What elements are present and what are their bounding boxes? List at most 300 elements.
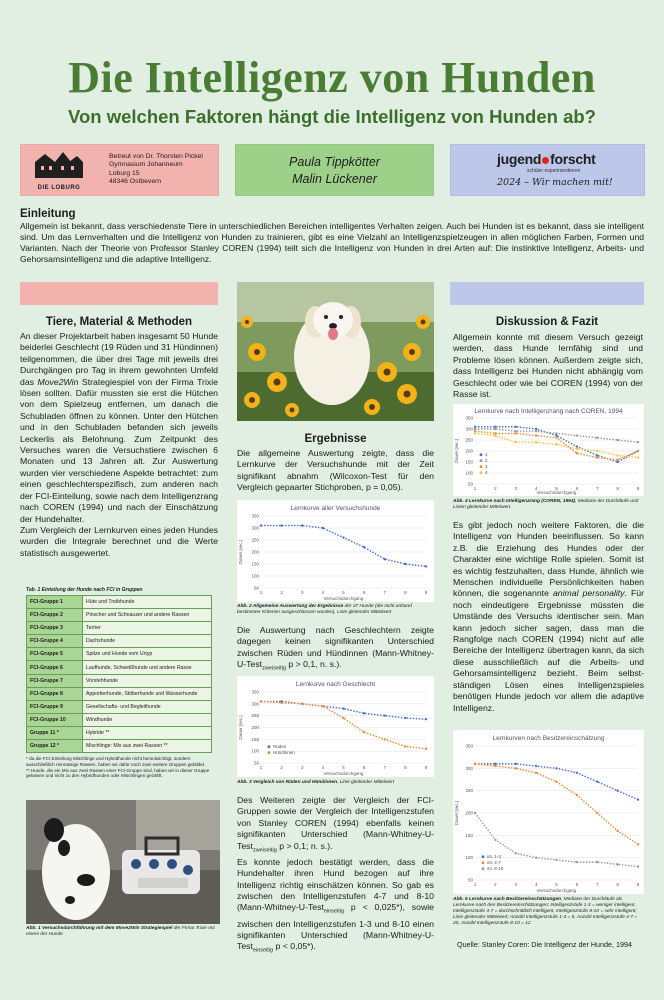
data-point	[425, 565, 427, 567]
data-point	[555, 434, 557, 436]
results-p2-sub: zweiseitig	[262, 665, 286, 672]
x-tick-label: 7	[595, 882, 599, 887]
legend-marker	[268, 751, 271, 754]
brand-sub: schüler experimentieren	[527, 168, 581, 174]
footnote: * da die FCI Einteilung Mischlinge und Hybridhunde nicht berücksichtigt, sondern ausschließlich reinrassige Rassen, haben wir dafür noch zwei weitere Gruppen gebildet.	[26, 756, 206, 767]
y-tick-label: 300	[251, 701, 259, 707]
fci-table-row	[27, 687, 212, 700]
chart-all-dogs	[237, 500, 434, 602]
school-line: Betreut von Dr. Thorsten Pickel	[109, 153, 203, 160]
x-tick-label: 3	[300, 765, 304, 770]
x-tick-label: 6	[362, 765, 366, 770]
data-point	[576, 448, 578, 450]
fci-table-row	[27, 596, 212, 609]
school-address	[109, 153, 203, 187]
x-tick-label: 9	[636, 882, 640, 887]
discussion-bar	[450, 282, 644, 305]
data-point	[637, 865, 639, 867]
poster-title: Die Intelligenz von Hunden	[68, 53, 596, 102]
y-tick-label: 300	[251, 525, 259, 531]
fci-description-cell: Terrier	[83, 622, 212, 635]
data-point	[494, 765, 496, 767]
data-point	[322, 527, 324, 529]
y-tick-label: 50	[253, 760, 259, 766]
chart-coren-rank	[453, 404, 644, 496]
chart-coren-rank-svg	[453, 404, 644, 496]
fig2-caption-rest: der 37 Hunde (die nicht anhand bestimmter Kriterien ausgeschlossen wurden), Linie gleitender Mittelwert	[237, 604, 412, 615]
fci-group-cell: FCI-Gruppe 1	[27, 596, 83, 609]
data-point	[637, 456, 639, 458]
data-point	[363, 712, 365, 714]
jugend-forscht-logo	[497, 151, 595, 167]
fci-table-row	[27, 713, 212, 726]
x-tick-label: 1	[473, 882, 477, 887]
fci-description-cell: Laufhunde, Schweißhunde und andere Rasse	[83, 661, 212, 674]
fci-description-cell: Vorstehhunde	[83, 674, 212, 687]
chart-title: Lernkurve nach Intelligenzrang nach COREN, 1994	[474, 408, 623, 415]
results-p4-sub2: einseitig	[252, 948, 274, 955]
fig3-caption-bold: Abb. 3 Vergleich von Rüden und Hündinnen	[237, 780, 338, 785]
school-box	[20, 144, 219, 196]
methods-p2: Zum Vergleich der Lernkurven eines jeden Hundes wurden die Integrale berechnet und die Werte statistisch ausgewertet.	[20, 524, 218, 558]
chart-owner-estimate	[453, 730, 644, 894]
fci-group-cell: FCI-Gruppe 4	[27, 635, 83, 648]
data-point	[404, 717, 406, 719]
y-tick-label: 150	[465, 832, 473, 838]
fig4-caption	[453, 499, 644, 511]
x-tick-label: 4	[321, 765, 325, 770]
x-tick-label: 1	[473, 486, 477, 491]
legend-label: 3	[485, 464, 488, 469]
data-point	[322, 705, 324, 707]
y-tick-label: 200	[465, 448, 473, 454]
fci-description-cell: Gesellschafts- und Begleithunde	[83, 700, 212, 713]
data-point	[555, 437, 557, 439]
fig2-caption-bold: Abb. 2 Allgemeine Auswertung der Ergebnisse	[237, 604, 344, 609]
data-point	[363, 546, 365, 548]
fig2-caption	[237, 604, 434, 616]
fci-group-cell: FCI-Gruppe 7	[27, 674, 83, 687]
data-point	[616, 461, 618, 463]
x-tick-label: 8	[616, 882, 619, 887]
data-point	[637, 450, 639, 452]
data-point	[535, 856, 537, 858]
results-p3-end: p > 0,1; n. s.).	[276, 840, 333, 851]
fci-description-cell: Spitze und Hunde vom Urtyp	[83, 648, 212, 661]
legend-label: Hündinnen	[273, 750, 295, 755]
x-tick-label: 1	[259, 590, 263, 595]
methods-text	[20, 331, 218, 559]
fci-group-cell: FCI-Gruppe 2	[27, 609, 83, 622]
x-tick-label: 2	[280, 590, 283, 595]
discussion-p2a: Es gibt jedoch noch weitere Faktoren, die die Intelligenz von Hunden beeinflussen. So kann z.B. die Erziehung des Hundes oder der Charakter eine wichtige Rolle spielen. Somit ist es wichtig festzuhalten, dass Hunde, ähnlich wie Menschen individuelle Persönlichkeiten haben können, die sogenannte	[453, 520, 644, 599]
discussion-p2-italic: animal personality	[552, 588, 625, 599]
results-p4c: p < 0,05*).	[273, 941, 316, 952]
data-point	[576, 434, 578, 436]
x-tick-label: 7	[383, 765, 387, 770]
data-point	[596, 437, 598, 439]
y-tick-label: 350	[465, 415, 473, 421]
x-tick-label: 3	[300, 590, 304, 595]
photo-golden-retriever	[237, 282, 434, 421]
results-p3-sub: zweiseitig	[252, 847, 277, 854]
source-line: Quelle: Stanley Coren: Die Intelligenz der Hunde, 1994	[457, 940, 633, 949]
data-point	[474, 426, 476, 428]
chart-owner-estimate-svg	[453, 730, 644, 894]
x-axis-label: Versuchsdurchgang	[323, 596, 364, 601]
discussion-p1: Allgemein konnte mit diesem Versuch gezeigt werden, dass Hunde lernfähig sind und Probleme lösen können. Außerdem zeigte sich, dass Intelligenz bei Hunden nicht abhängig vom Geschlecht oder wie bei COREN (1994) von der Rasse ist.	[453, 332, 643, 400]
fig3-caption	[237, 780, 434, 786]
data-point	[616, 830, 618, 832]
data-point	[515, 767, 517, 769]
table-footnotes	[26, 756, 216, 779]
x-tick-label: 2	[494, 486, 497, 491]
chart-title: Lernkurve nach Geschlecht	[295, 681, 376, 688]
x-tick-label: 6	[362, 590, 366, 595]
fci-table-wrap	[26, 595, 212, 753]
legend-marker	[480, 453, 483, 456]
discussion-p2c: . Für noch eindeutigere Ergebnisse müssten die Umstände des Versuchs identischer sein. Man kann jedoch sicher sagen, dass man die Rangfolge nach COREN (1994) nicht auf alle Bereiche der Intelligenz übertragen kann, da sich diese ausschließlich auf die Arbeits- und Gehorsamsintelligenz bezieht. Beim selbst-ständigen Lösen eines Intelligenzspieles benötigen Hunde jedoch vor allem die adaptive Intelligenz.	[453, 588, 644, 713]
legend-marker	[482, 855, 485, 858]
y-tick-label: 50	[253, 585, 259, 591]
data-point	[301, 524, 303, 526]
y-axis-label: Dauer [sec.]	[454, 438, 459, 464]
data-point	[535, 765, 537, 767]
data-point	[535, 772, 537, 774]
fci-group-cell: FCI-Gruppe 5	[27, 648, 83, 661]
chart-title: Lernkurven nach Besitzereinschätzung	[492, 735, 605, 742]
results-p4a: Es konnte jedoch bestätigt werden, dass die Hundehalter ihren Hund bezogen auf ihre Intelligenz richtig einschätzen können. So gab es zwischen den Intelligenzstufen 4-7 und 8-10 (Mann-Whitney-U-Test	[237, 856, 434, 913]
data-point	[474, 430, 476, 432]
y-tick-label: 350	[465, 743, 473, 749]
data-point	[342, 717, 344, 719]
series-line-int47	[475, 764, 638, 844]
y-axis-label: Dauer [sec.]	[238, 715, 243, 740]
data-point	[596, 454, 598, 456]
y-tick-label: 100	[465, 855, 473, 861]
fig4-caption-bold: Abb. 4 Lernkurve nach Intelligenzrang (COREN, 1994)	[453, 499, 576, 504]
data-point	[260, 700, 262, 702]
data-point	[301, 703, 303, 705]
footnote: ** Hunde, die ein Mix aus zwei Rassen einer FCI-Gruppe sind, haben wir in dieser Gruppe gelassen und nicht zu den Hybridhunden oder Mischlingen gezählt.	[26, 767, 210, 779]
fci-group-cell: Gruppe 12 *	[27, 740, 83, 753]
fci-table-row	[27, 622, 212, 635]
data-point	[494, 426, 496, 428]
x-tick-label: 4	[534, 486, 538, 491]
author-name: Malin Lückener	[292, 172, 377, 186]
school-line: Loburg 15	[109, 169, 140, 177]
data-point	[637, 798, 639, 800]
chart-all-dogs-svg	[237, 500, 434, 602]
data-point	[555, 767, 557, 769]
legend-label: int. 8-10	[487, 866, 504, 871]
results-p1: Die allgemeine Auswertung zeigte, dass die Lernkurve der Versuchshunde mit der Zeit signifikant abnahm (Wilcoxon-Test für den Vergleich gepaarter Stichproben, p = 0,05).	[237, 448, 434, 493]
fci-group-cell: FCI-Gruppe 6	[27, 661, 83, 674]
x-tick-label: 9	[424, 765, 428, 770]
chart-gender	[237, 676, 434, 777]
y-tick-label: 150	[251, 736, 259, 742]
data-point	[384, 558, 386, 560]
table-caption: Tab. 1 Einteilung der Hunde nach FCI in Gruppen	[26, 587, 143, 593]
data-point	[515, 426, 517, 428]
x-axis-label: Versuchsdurchgang	[536, 888, 577, 893]
y-tick-label: 250	[251, 713, 259, 719]
y-tick-label: 50	[467, 877, 473, 883]
legend-marker	[480, 471, 483, 474]
data-point	[616, 789, 618, 791]
data-point	[425, 748, 427, 750]
data-point	[474, 812, 476, 814]
data-point	[637, 843, 639, 845]
data-point	[425, 718, 427, 720]
y-tick-label: 350	[251, 513, 259, 519]
brand-dot	[542, 157, 549, 164]
fci-table	[26, 595, 212, 753]
results-p2	[237, 625, 434, 675]
y-tick-label: 100	[251, 748, 259, 754]
x-tick-label: 5	[555, 882, 558, 887]
x-tick-label: 6	[575, 882, 579, 887]
data-point	[515, 432, 517, 434]
data-point	[555, 443, 557, 445]
y-tick-label: 150	[465, 459, 473, 465]
sponsor-box	[450, 144, 645, 196]
data-point	[637, 441, 639, 443]
data-point	[576, 445, 578, 447]
x-tick-label: 2	[494, 882, 497, 887]
fig1-caption	[26, 926, 220, 938]
fci-description-cell: Dachshunde	[83, 635, 212, 648]
x-tick-label: 3	[514, 882, 518, 887]
poster-subtitle: Von welchen Faktoren hängt die Intelligenz von Hunden ab?	[68, 106, 596, 127]
discussion-p2	[453, 520, 644, 714]
data-point	[576, 772, 578, 774]
fci-group-cell: Gruppe 11 *	[27, 726, 83, 739]
y-axis-label: Dauer [sec.]	[454, 800, 459, 826]
results-p3-text: Des Weiteren zeigte der Vergleich der FCI-Gruppen sowie der Vergleich der Intelligenzstufen von Stanley COREN (1994) ebenfalls keinen signifikanten Unterschied (Mann-Whitney-U-Test	[237, 795, 434, 851]
x-tick-label: 3	[514, 486, 518, 491]
data-point	[280, 701, 282, 703]
school-line: Gymnasium Johanneum	[109, 161, 183, 169]
brand-right: forscht	[550, 151, 596, 167]
legend-marker	[480, 465, 483, 468]
data-point	[342, 707, 344, 709]
x-tick-label: 7	[595, 486, 599, 491]
legend-label: int. 1-3	[487, 854, 501, 859]
y-tick-label: 200	[465, 810, 473, 816]
methods-p1c: Strategiespiel von der Firma Trixie lösen sollten. Dafür mussten sie erst die Hütchen von dem Spielzeug entfernen, um danach die Schubladen öffnen zu können. Unter den Hütchen und in den Schubladen befanden sich jeweils Leckerlis als Belohnung. Zum Zeitpunkt des Versuches waren die Versuchstiere zwischen 6 Monaten und 13 Jahren alt. Zur Auswertung wurden vier verschiedene Aspekte betrachtet: zum einen geschlechterspezifisch, zum anderen nach der FCI-Einteilung, sowie nach dem Intelligenzrang nach COREN (1994) und nach der Einschätzung der Hundehalter.	[20, 376, 218, 524]
x-axis-label: Versuchsdurchgang	[323, 771, 364, 776]
y-tick-label: 300	[465, 426, 473, 432]
fci-description-cell: Pinscher und Schnauzer und andere Rassen	[83, 609, 212, 622]
fci-description-cell: Apportierhunde, Stöberhunde und Wasserhunde	[83, 687, 212, 700]
results-p4	[237, 857, 434, 958]
data-point	[515, 441, 517, 443]
fig5-caption-bold: Abb. 5 Lernkurve nach Besitzereinschätzungen	[453, 897, 561, 902]
series-line-Median	[261, 526, 426, 567]
data-point	[616, 439, 618, 441]
legend-marker	[482, 867, 485, 870]
data-point	[494, 763, 496, 765]
data-point	[474, 432, 476, 434]
data-point	[494, 428, 496, 430]
results-p3	[237, 795, 434, 957]
fci-table-row	[27, 674, 212, 687]
fig5-caption-rest: , Mediane der Durchläufe als Lernkurve nach den Besitzereinschätzungen; Intelligenzstufe 1-3 = weniger intelligent, Intelligenzstufe 4-7 = durchschnittlich intelligent, Intelligenzstufe 8-10 = sehr intelligent; Linie gleitender Mittelwert; Anzahl Intelligenzstufe 1-3 = 5, Anzahl Intelligenzstufe 4-7 = 20, Anzahl Intelligenzstufe 8-10 = 12	[453, 897, 638, 926]
x-tick-label: 4	[321, 590, 325, 595]
fci-table-row	[27, 740, 212, 753]
data-point	[616, 863, 618, 865]
data-point	[404, 745, 406, 747]
fci-group-cell: FCI-Gruppe 8	[27, 687, 83, 700]
x-tick-label: 5	[342, 765, 345, 770]
y-tick-label: 250	[465, 788, 473, 794]
legend-marker	[482, 861, 485, 864]
data-point	[260, 524, 262, 526]
data-point	[494, 434, 496, 436]
y-tick-label: 300	[465, 765, 473, 771]
results-heading: Ergebnisse	[304, 433, 367, 445]
data-point	[384, 714, 386, 716]
data-point	[474, 763, 476, 765]
x-tick-label: 8	[404, 765, 407, 770]
castle-icon	[31, 152, 87, 180]
author-name: Paula Tippkötter	[289, 155, 380, 169]
data-point	[596, 812, 598, 814]
methods-p1a: An dieser Projektarbeit haben insgesamt 50 Hunde beiderlei Geschlecht (19 Rüden und 31 Hündinnen) teilgenommen, die über drei Tage mit jeweils drei Durchgängen pro Tag in ihrem gewohnten Umfeld das	[20, 331, 219, 387]
methods-heading: Tiere, Material & Methoden	[45, 316, 193, 328]
data-point	[555, 859, 557, 861]
y-tick-label: 250	[465, 437, 473, 443]
data-point	[535, 434, 537, 436]
fig1-caption-bold: Abb. 1 Versuchsdurchführung mit dem Move2Win Strategiespiel	[26, 926, 173, 931]
y-tick-label: 150	[251, 561, 259, 567]
fci-table-row	[27, 700, 212, 713]
data-point	[474, 428, 476, 430]
y-tick-label: 100	[465, 470, 473, 476]
results-p4-sub1: einseitig	[323, 909, 345, 916]
data-point	[596, 781, 598, 783]
photo-dog-with-toy	[26, 800, 220, 924]
fig3-caption-rest: , Linie gleitender Mittelwert	[337, 780, 395, 785]
fci-table-row	[27, 609, 212, 622]
fci-description-cell: Hüte und Treibhunde	[83, 596, 212, 609]
results-p4b: p < 0,025*), sowie zwischen den Intelligenzstufen 1-3 und 8-10 einen signifikanten Unterschied (Mann-Whitney-U-Test	[237, 902, 434, 952]
x-tick-label: 4	[534, 882, 538, 887]
school-line: 48346 Ostbevern	[109, 178, 162, 186]
discussion-heading: Diskussion & Fazit	[495, 316, 599, 328]
intro-heading: Einleitung	[20, 208, 76, 220]
x-tick-label: 1	[259, 765, 263, 770]
y-tick-label: 200	[251, 549, 259, 555]
data-point	[576, 794, 578, 796]
legend-label: Rüden	[273, 744, 287, 749]
fci-description-cell: Hybride **	[83, 726, 212, 739]
data-point	[280, 524, 282, 526]
fci-table-row	[27, 648, 212, 661]
data-point	[596, 456, 598, 458]
brand-left: jugend	[497, 151, 542, 167]
x-tick-label: 8	[616, 486, 619, 491]
loburg-logo-text: DIE LOBURG	[37, 185, 81, 191]
x-tick-label: 5	[342, 590, 345, 595]
fig5-caption	[453, 897, 644, 927]
fci-group-cell: FCI-Gruppe 3	[27, 622, 83, 635]
y-tick-label: 100	[251, 573, 259, 579]
x-tick-label: 6	[575, 486, 579, 491]
retriever-illustration	[237, 282, 434, 421]
data-point	[535, 430, 537, 432]
data-point	[515, 763, 517, 765]
y-tick-label: 250	[251, 537, 259, 543]
methods-bar	[20, 282, 218, 305]
x-tick-label: 2	[280, 765, 283, 770]
x-tick-label: 9	[424, 590, 428, 595]
legend-label: int. 4-7	[487, 860, 501, 865]
data-point	[616, 454, 618, 456]
chart-gender-svg	[237, 676, 434, 777]
data-point	[535, 441, 537, 443]
data-point	[535, 428, 537, 430]
data-point	[596, 450, 598, 452]
data-point	[363, 731, 365, 733]
x-tick-label: 5	[555, 486, 558, 491]
data-point	[404, 563, 406, 565]
fci-description-cell: Mischlinge: Mix aus zwei Rassen **	[83, 740, 212, 753]
data-point	[616, 459, 618, 461]
fig4-caption-rest: , Mediane der Durchläufe und Linien gleitender Mittelwert.	[453, 499, 639, 510]
data-point	[342, 536, 344, 538]
data-point	[515, 852, 517, 854]
x-tick-label: 9	[636, 486, 640, 491]
data-point	[515, 430, 517, 432]
legend-marker	[480, 459, 483, 462]
x-tick-label: 7	[383, 590, 387, 595]
chart-title: Lernkurve aller Versuchshunde	[290, 505, 381, 512]
x-axis-label: Versuchsdurchgang	[536, 490, 577, 495]
y-axis-label: Dauer [sec.]	[238, 539, 243, 565]
fci-table-row	[27, 661, 212, 674]
fig1-caption-rest: der Firma Trixie mit einem der Hunde	[26, 926, 215, 937]
fci-group-cell: FCI-Gruppe 10	[27, 713, 83, 726]
x-tick-label: 8	[404, 590, 407, 595]
data-point	[596, 861, 598, 863]
legend-label: 1	[485, 452, 488, 457]
legend-label: 4	[485, 470, 488, 475]
data-point	[576, 861, 578, 863]
fci-table-row	[27, 635, 212, 648]
loburg-logo	[31, 152, 87, 191]
fci-description-cell: Windhunde	[83, 713, 212, 726]
data-point	[494, 432, 496, 434]
fci-group-cell: FCI-Gruppe 9	[27, 700, 83, 713]
data-point	[384, 738, 386, 740]
results-p2-text: Die Auswertung nach Geschlechtern zeigte dagegen keinen signifikanten Unterschied zwischen Rüden und Hündinnen (Mann-Whitney-U-Test	[237, 625, 434, 670]
fci-table-row	[27, 726, 212, 739]
sponsor-tagline: 2024 – Wir machen mit!	[497, 177, 613, 188]
data-point	[576, 452, 578, 454]
data-point	[555, 781, 557, 783]
y-tick-label: 350	[251, 689, 259, 695]
legend-label: 2	[485, 458, 488, 463]
y-tick-label: 200	[251, 725, 259, 730]
dog-toy-illustration	[26, 800, 220, 924]
authors-box	[235, 144, 434, 196]
y-tick-label: 50	[467, 481, 473, 487]
legend-marker	[268, 745, 271, 748]
data-point	[555, 432, 557, 434]
data-point	[494, 839, 496, 841]
